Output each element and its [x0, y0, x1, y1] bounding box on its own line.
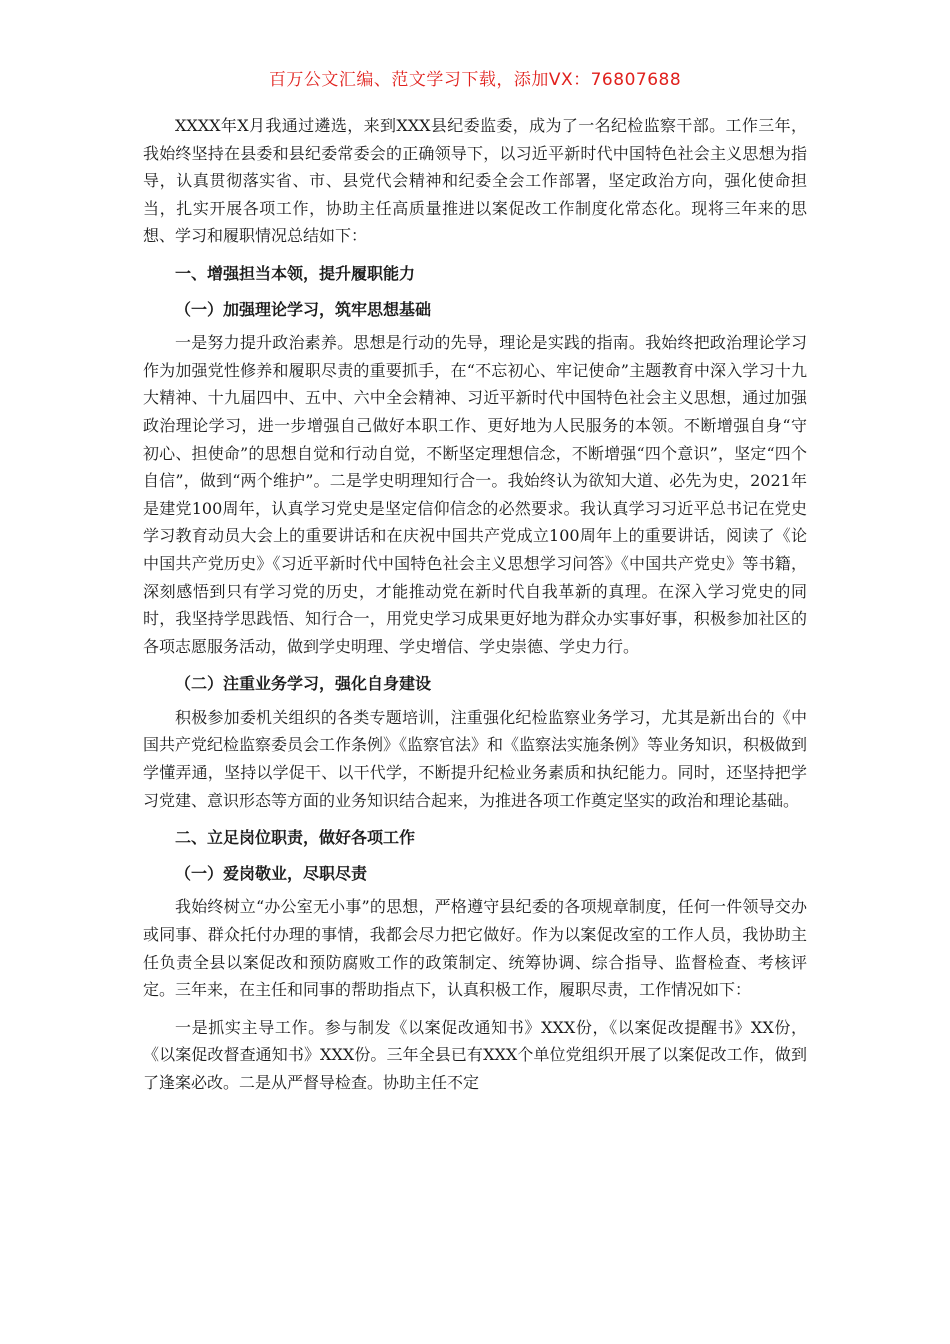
section-2-heading: 二、立足岗位职责，做好各项工作	[175, 828, 416, 848]
section-2-1-paragraph-1: 我始终树立“办公室无小事”的思想，严格遵守县纪委的各项规章制度，任何一件领导交办或同事、群众托付办理的事情，我都会尽力把它做好。作为以案促改室的工作人员，我协助主任负责全县以案促改和预防腐败工作的政策制定、统筹协调、综合指导、监督检查、考核评定。三年来，在主任和同事的帮助指点下，认真积极工作，履职尽责，工作情况如下：	[143, 897, 807, 1000]
section-2-1-paragraph-2: 一是抓实主导工作。参与制发《以案促改通知书》XXX份，《以案促改提醒书》XX份，《以案促改督查通知书》XXX份。三年全县已有XXX个单位党组织开展了以案促改工作，做到了逢案必改。二是从严督导检查。协助主任不定	[143, 1017, 807, 1092]
section-1-heading: 一、增强担当本领，提升履职能力	[175, 263, 416, 283]
section-1-2-paragraph: 积极参加委机关组织的各类专题培训，注重强化纪检监察业务学习，尤其是新出台的《中国共产党纪检监察委员会工作条例》《监察官法》和《监察法实施条例》等业务知识，积极做到学懂弄通，坚持以学促干、以干代学，不断提升纪检业务素质和执纪能力。同时，还坚持把学习党建、意识形态等方面的业务知识结合起来，为推进各项工作奠定坚实的政治和理论基础。	[143, 707, 808, 810]
document-page	[143, 60, 807, 1097]
section-2-1-heading: （一）爱岗敬业，尽职尽责	[175, 863, 368, 883]
section-1-1-paragraph: 一是努力提升政治素养。思想是行动的先导，理论是实践的指南。我始终把政治理论学习作为加强党性修养和履职尽责的重要抓手，在“不忘初心、牢记使命”主题教育中深入学习十九大精神、十九届四中、五中、六中全会精神、习近平新时代中国特色社会主义思想，通过加强政治理论学习，进一步增强自己做好本职工作、更好地为人民服务的本领。不断增强自身“守初心、担使命”的思想自觉和行动自觉，不断坚定理想信念，不断增强“四个意识”，坚定“四个自信”，做到“两个维护”。二是学史明理知行合一。我始终认为欲知大道、必先为史，2021年是建党100周年，认真学习党史是坚定信仰信念的必然要求。我认真学习习近平总书记在党史学习教育动员大会上的重要讲话和在庆祝中国共产党成立100周年上的重要讲话，阅读了《论中国共产党历史》《习近平新时代中国特色社会主义思想学习问答》《中国共产党史》等书籍，深刻感悟到只有学习党的历史，才能推动党在新时代自我革新的真理。在深入学习党史的同时，我坚持学思践悟、知行合一，用党史学习成果更好地为群众办实事好事，积极参加社区的各项志愿服务活动，做到学史明理、学史增信、学史崇德、学史力行。	[143, 333, 807, 656]
section-1-1-heading: （一）加强理论学习，筑牢思想基础	[175, 299, 432, 319]
watermark-banner: 百万公文汇编、范文学习下载，添加VX：76807688	[268, 70, 682, 90]
intro-paragraph: XXXX年X月我通过遴选，来到XXX县纪委监委，成为了一名纪检监察干部。工作三年，我始终坚持在县委和县纪委常委会的正确领导下，以习近平新时代中国特色社会主义思想为指导，认真贯彻落实省、市、县党代会精神和纪委全会工作部署，坚定政治方向，强化使命担当，扎实开展各项工作，协助主任高质量推进以案促改工作制度化常态化。现将三年来的思想、学习和履职情况总结如下：	[143, 116, 807, 246]
section-1-2-heading: （二）注重业务学习，强化自身建设	[175, 674, 432, 694]
